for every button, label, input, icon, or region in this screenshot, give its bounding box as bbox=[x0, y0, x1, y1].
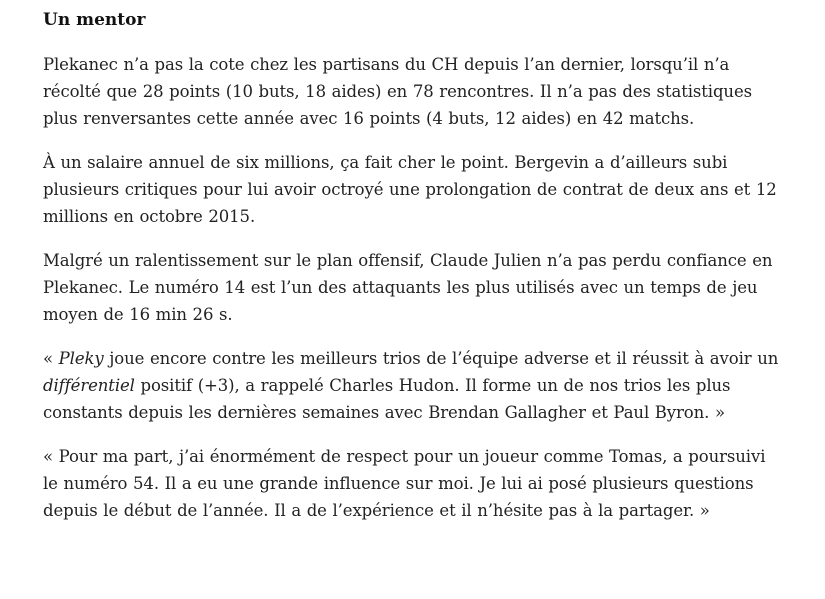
quote-open: « bbox=[43, 349, 59, 368]
paragraph-hudon-quote bbox=[43, 345, 783, 426]
paragraph-salary: À un salaire annuel de six millions, ça fait cher le point. Bergevin a d’ailleurs subi plusieurs critiques pour lui avoir octroyé une prolongation de contrat de deux ans et 12 millions en octobre 2015. bbox=[43, 153, 777, 226]
nickname-emphasis: Pleky bbox=[58, 349, 104, 368]
article-body bbox=[43, 6, 783, 541]
paragraph-stats: Plekanec n’a pas la cote chez les partisans du CH depuis l’an dernier, lorsqu’il n’a récolté que 28 points (10 buts, 18 aides) en 78 rencontres. Il n’a pas des statistiques plus renversantes cette année avec 16 points (4 buts, 12 aides) en 42 matchs. bbox=[43, 55, 752, 128]
section-heading: Un mentor bbox=[43, 10, 146, 30]
term-emphasis: différentiel bbox=[43, 376, 135, 395]
paragraph-coach-confidence: Malgré un ralentissement sur le plan offensif, Claude Julien n’a pas perdu confiance en Plekanec. Le numéro 14 est l’un des attaquants les plus utilisés avec un temps de jeu moyen de 16 min 26 s. bbox=[43, 251, 773, 324]
quote-text-part2: positif (+3), a rappelé Charles Hudon. Il forme un de nos trios les plus constants depuis les dernières semaines avec Brendan Gallagher et Paul Byron. » bbox=[43, 376, 731, 422]
paragraph-player-quote: « Pour ma part, j’ai énormément de respect pour un joueur comme Tomas, a poursuivi le numéro 54. Il a eu une grande influence sur moi. Je lui ai posé plusieurs questions depuis le début de l’année. Il a de l’expérience et il n’hésite pas à la partager. » bbox=[43, 447, 766, 520]
quote-text-part1: joue encore contre les meilleurs trios de l’équipe adverse et il réussit à avoir un bbox=[103, 349, 779, 368]
